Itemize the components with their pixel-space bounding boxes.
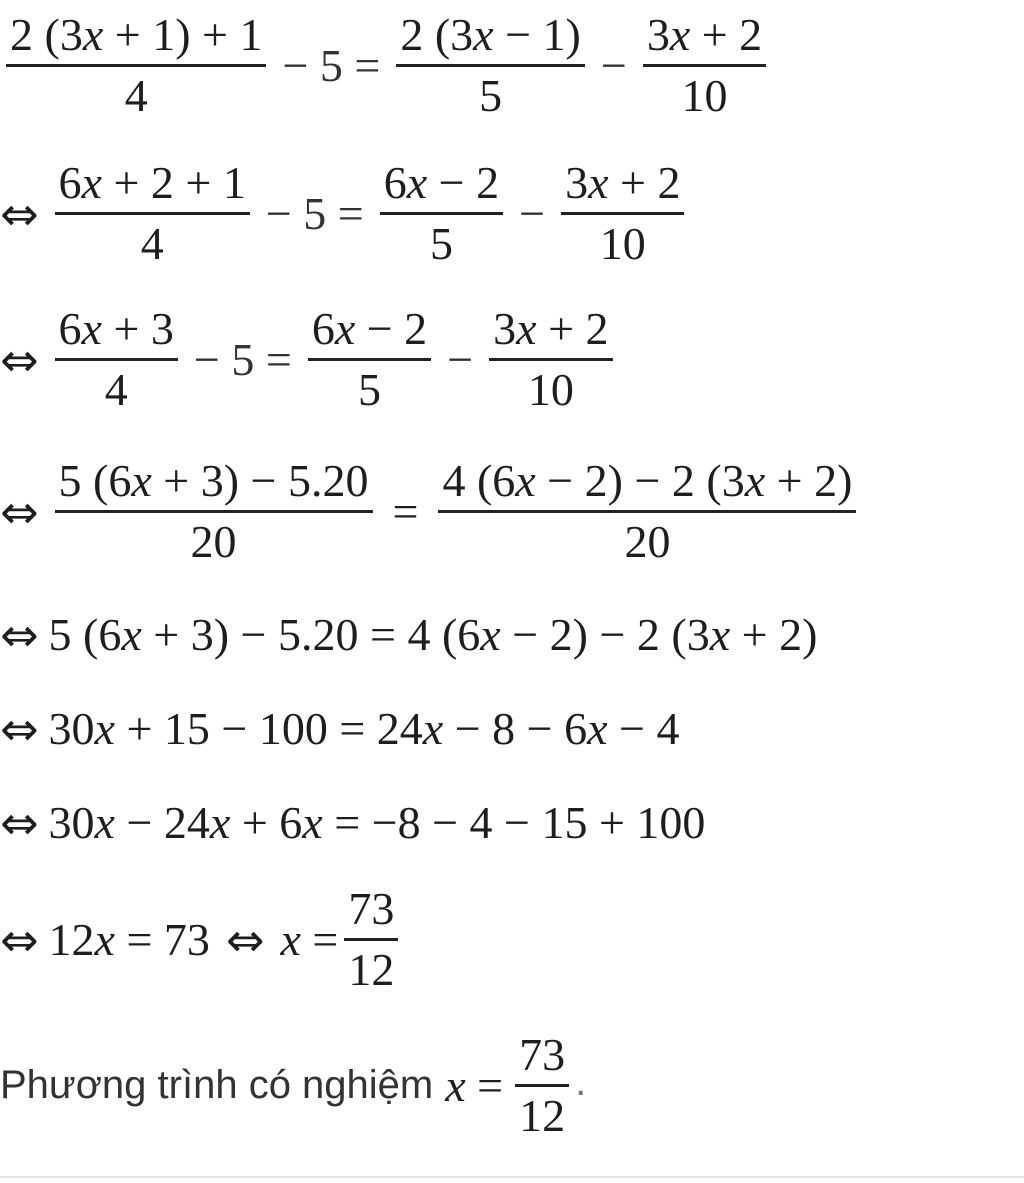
equation-step-7 (0, 796, 706, 850)
fraction (561, 157, 684, 269)
equation-text: 12x = 73 (48, 913, 210, 965)
operator: − 5 = (282, 39, 381, 91)
numerator: 2 (3x + 1) + 1 (6, 12, 266, 67)
denominator: 4 (140, 218, 164, 269)
denominator: 12 (348, 944, 395, 995)
equals-sign: = (392, 485, 419, 537)
equivalence-arrow: ⇔ (0, 186, 39, 241)
fraction (55, 455, 373, 567)
fraction (643, 9, 766, 121)
equivalence-arrow: ⇔ (225, 912, 265, 967)
fraction (55, 303, 178, 415)
conclusion (0, 1029, 587, 1141)
denominator: 12 (519, 1090, 566, 1141)
denominator: 10 (527, 364, 574, 415)
numerator: 73 (515, 1032, 569, 1087)
numerator: 73 (344, 886, 398, 941)
equation-step-4 (0, 455, 862, 567)
divider (0, 1176, 1024, 1178)
period: . (575, 1060, 587, 1104)
numerator: 3x + 2 (643, 12, 766, 67)
denominator: 20 (624, 516, 671, 567)
denominator: 4 (124, 70, 148, 121)
fraction (308, 303, 431, 415)
numerator: 3x + 2 (489, 306, 612, 361)
operator: − 5 = (193, 333, 292, 385)
fraction (380, 157, 503, 269)
numerator: 6x + 3 (55, 306, 178, 361)
equivalence-arrow: ⇔ (0, 912, 39, 967)
fraction (6, 9, 266, 121)
equivalence-arrow: ⇔ (0, 332, 39, 387)
equation-step-3 (0, 303, 619, 415)
denominator: 10 (599, 218, 646, 269)
numerator: 2 (3x − 1) (396, 12, 585, 67)
numerator: 6x − 2 (308, 306, 431, 361)
operator: − (447, 333, 474, 385)
denominator: 4 (104, 364, 128, 415)
operator: − 5 = (265, 187, 364, 239)
numerator: 6x + 2 + 1 (55, 160, 250, 215)
fraction (515, 1029, 569, 1141)
numerator: 3x + 2 (561, 160, 684, 215)
denominator: 5 (358, 364, 381, 415)
equation-text: x = (280, 913, 339, 965)
conclusion-text: Phương trình có nghiệm (0, 1063, 434, 1107)
equation-text: 5 (6x + 3) − 5.20 = 4 (6x − 2) − 2 (3x + 2) (48, 609, 818, 660)
denominator: 10 (681, 70, 728, 121)
fraction (344, 883, 398, 995)
numerator: 5 (6x + 3) − 5.20 (55, 458, 373, 513)
equation-step-2 (0, 157, 690, 269)
operator: − (600, 39, 627, 91)
equivalence-arrow: ⇔ (0, 702, 39, 756)
fraction (489, 303, 612, 415)
numerator: 4 (6x − 2) − 2 (3x + 2) (438, 458, 856, 513)
equivalence-arrow: ⇔ (0, 608, 39, 662)
fraction (55, 157, 250, 269)
denominator: 5 (429, 218, 453, 269)
operator: − (519, 187, 546, 239)
equivalence-arrow: ⇔ (0, 484, 39, 539)
equation-step-6 (0, 702, 680, 756)
denominator: 5 (479, 70, 503, 121)
equation-text: x = (445, 1059, 504, 1111)
fraction (438, 455, 856, 567)
equation-text: 30x + 15 − 100 = 24x − 8 − 6x − 4 (48, 703, 680, 754)
numerator: 6x − 2 (380, 160, 503, 215)
equation-step-8 (0, 883, 404, 995)
denominator: 20 (190, 516, 237, 567)
equation-text: 30x − 24x + 6x = −8 − 4 − 15 + 100 (48, 797, 706, 848)
fraction (396, 9, 585, 121)
equation-step-1 (0, 9, 772, 121)
equivalence-arrow: ⇔ (0, 796, 39, 850)
equation-step-5 (0, 608, 818, 662)
